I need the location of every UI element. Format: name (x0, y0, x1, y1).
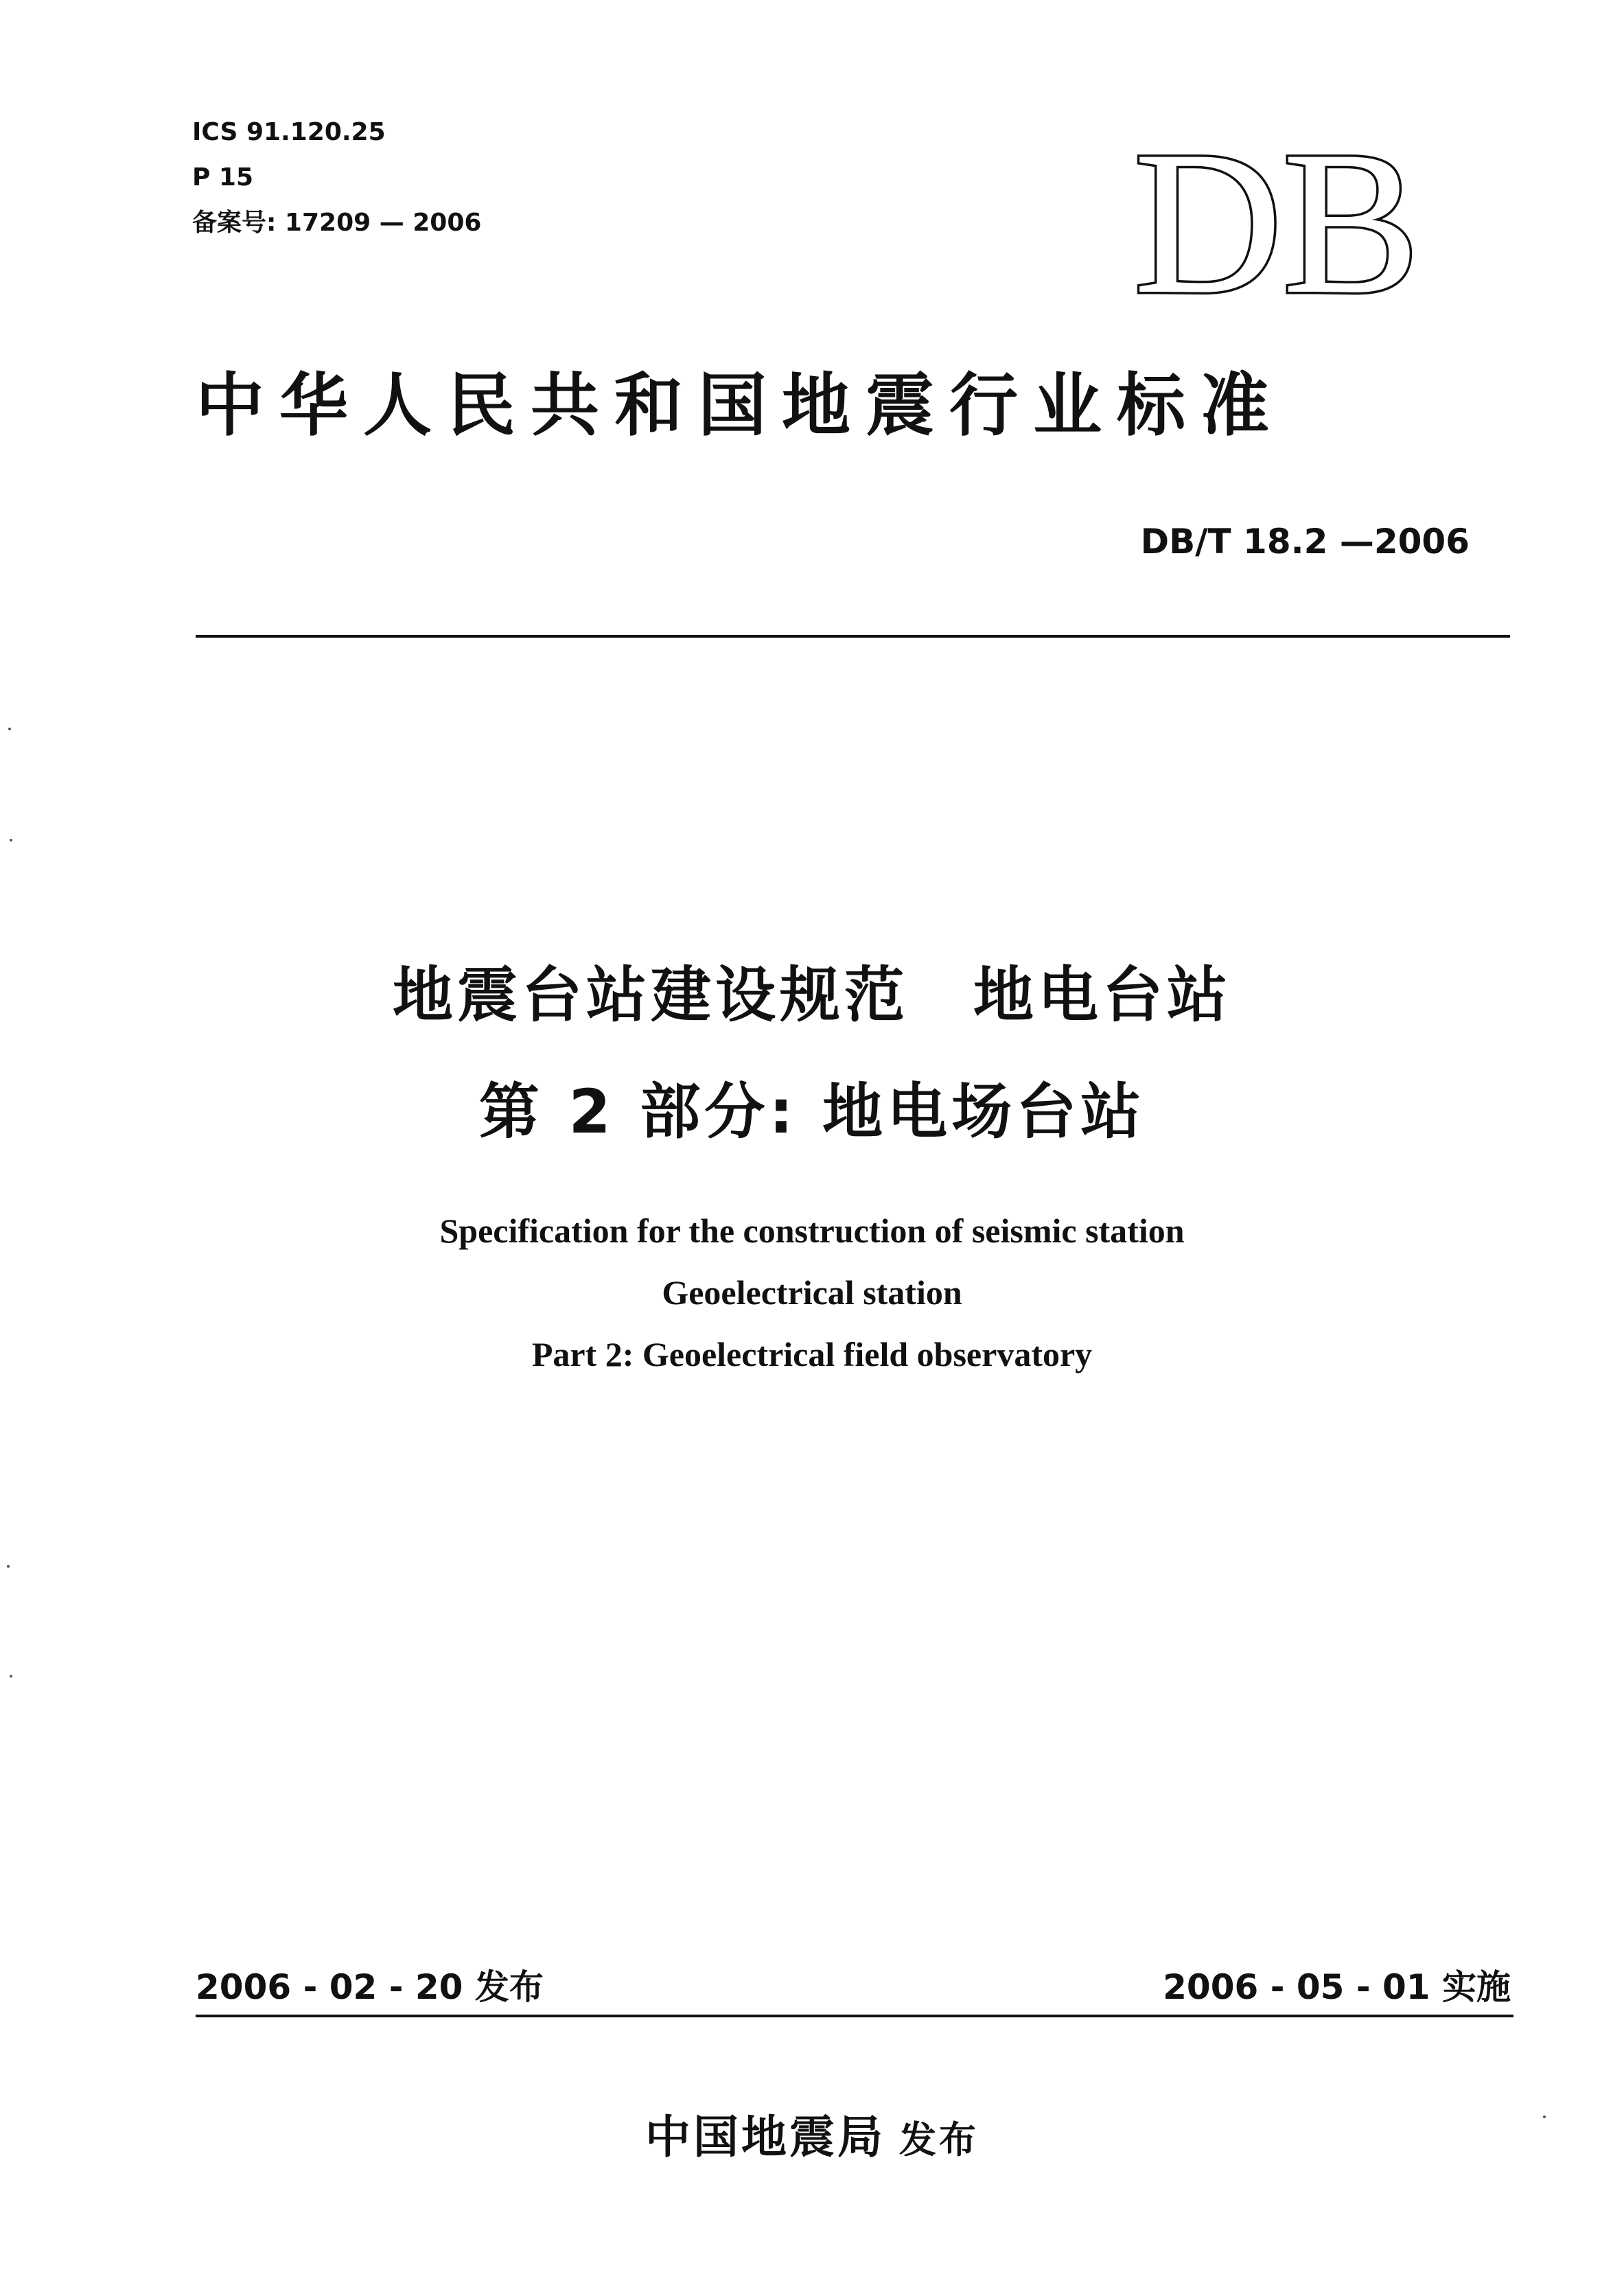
issuer-name: 中国地震局 (645, 2110, 885, 2164)
cn-title-line-1: 地震台站建设规范 地电台站 (392, 960, 1231, 1030)
scan-speck (1543, 2115, 1546, 2118)
implement-date: 2006 - 05 - 01 实施 (1163, 1967, 1511, 2007)
scan-speck (10, 839, 12, 842)
db-logo (1112, 130, 1441, 316)
issuer-line (0, 2100, 1624, 2166)
top-divider (196, 635, 1510, 638)
record-number: 备案号: 17209 — 2006 (192, 209, 482, 237)
issuer-action: 发布 (899, 2118, 979, 2161)
en-title-line-1: Specification for the construction of seismic station (439, 1211, 1185, 1250)
db-logo-text: DB (1133, 130, 1420, 316)
cn-title-line-2: 第 2 部分: 地电场台站 (478, 1076, 1146, 1147)
ics-code: ICS 91.120.25 (192, 118, 386, 146)
bottom-divider (196, 2015, 1513, 2017)
en-title-line-2: Geoelectrical station (662, 1273, 962, 1312)
classification-code: P 15 (192, 163, 254, 192)
scan-speck (8, 728, 11, 730)
standard-code: DB/T 18.2 —2006 (1140, 522, 1470, 561)
standard-meta-block (192, 110, 481, 246)
industry-standard-title: 中华人民共和国地震行业标准 (196, 364, 1284, 445)
publish-date: 2006 - 02 - 20 发布 (196, 1967, 544, 2007)
scan-speck (7, 1565, 10, 1568)
scan-speck (10, 1675, 12, 1678)
en-title-line-3: Part 2: Geoelectrical field observatory (531, 1335, 1093, 1373)
